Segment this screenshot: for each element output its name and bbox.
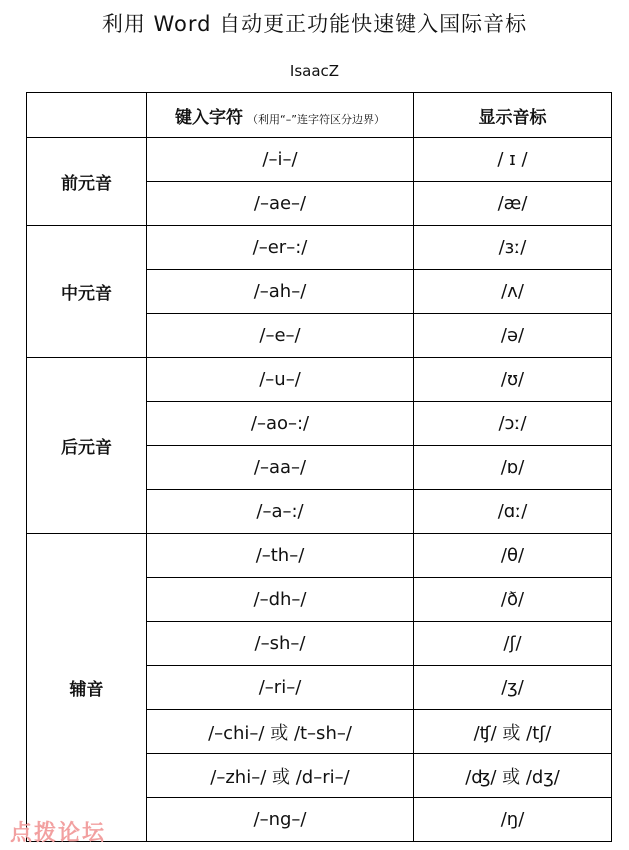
- ipa-symbol-cell: /ʒ/: [414, 666, 612, 710]
- ipa-symbol-cell: /ð/: [414, 578, 612, 622]
- category-cell: [27, 138, 147, 226]
- table-row: [27, 358, 612, 402]
- input-sequence-cell: /–ah–/: [147, 270, 414, 314]
- input-sequence-cell: /–ae–/: [147, 182, 414, 226]
- ipa-symbol-cell: /ɑː/: [414, 490, 612, 534]
- input-sequence-cell: /–a–:/: [147, 490, 414, 534]
- ipa-symbol-cell: /ɒ/: [414, 446, 612, 490]
- category-label: 辅音: [69, 680, 104, 700]
- ipa-symbol-cell: /æ/: [414, 182, 612, 226]
- ipa-table: [26, 92, 612, 842]
- header-input-note: （利用“–”连字符区分边界）: [247, 112, 385, 126]
- table-row: [27, 226, 612, 270]
- input-sequence-cell: /–dh–/: [147, 578, 414, 622]
- input-sequence-cell: /–ri–/: [147, 666, 414, 710]
- ipa-symbol-cell: /ʤ/ 或 /dʒ/: [414, 754, 612, 798]
- document-author: IsaacZ: [289, 62, 340, 80]
- category-label: 中元音: [61, 284, 112, 304]
- header-display-cell: [414, 93, 612, 138]
- table-body: [27, 138, 612, 842]
- category-label: 后元音: [61, 438, 112, 458]
- input-sequence-cell: /–e–/: [147, 314, 414, 358]
- ipa-symbol-cell: /ʧ/ 或 /tʃ/: [414, 710, 612, 754]
- input-sequence-cell: /–chi–/ 或 /t–sh–/: [147, 710, 414, 754]
- table-row: [27, 138, 612, 182]
- ipa-symbol-cell: /ɜː/: [414, 226, 612, 270]
- category-cell: [27, 534, 147, 842]
- document-title: 利用 Word 自动更正功能快速键入国际音标: [101, 12, 528, 36]
- input-sequence-cell: /–i–/: [147, 138, 414, 182]
- table-header-row: [27, 93, 612, 138]
- forum-watermark: 点拨论坛: [10, 821, 107, 846]
- ipa-symbol-cell: /ʊ/: [414, 358, 612, 402]
- ipa-symbol-cell: /ɔː/: [414, 402, 612, 446]
- category-cell: [27, 226, 147, 358]
- input-sequence-cell: /–zhi–/ 或 /d–ri–/: [147, 754, 414, 798]
- ipa-symbol-cell: /ʌ/: [414, 270, 612, 314]
- input-sequence-cell: /–u–/: [147, 358, 414, 402]
- input-sequence-cell: /–th–/: [147, 534, 414, 578]
- header-input-label: 键入字符: [175, 107, 244, 128]
- ipa-symbol-cell: /ʃ/: [414, 622, 612, 666]
- category-label: 前元音: [61, 174, 112, 194]
- ipa-symbol-cell: /ə/: [414, 314, 612, 358]
- input-sequence-cell: /–ng–/: [147, 798, 414, 842]
- ipa-symbol-cell: / ɪ /: [414, 138, 612, 182]
- input-sequence-cell: /–aa–/: [147, 446, 414, 490]
- ipa-symbol-cell: /θ/: [414, 534, 612, 578]
- header-blank-cell: [27, 93, 147, 138]
- category-cell: [27, 358, 147, 534]
- header-input-cell: [147, 93, 414, 138]
- ipa-symbol-cell: /ŋ/: [414, 798, 612, 842]
- header-display-label: 显示音标: [478, 107, 547, 128]
- input-sequence-cell: /–ao–:/: [147, 402, 414, 446]
- table-row: [27, 534, 612, 578]
- input-sequence-cell: /–sh–/: [147, 622, 414, 666]
- input-sequence-cell: /–er–:/: [147, 226, 414, 270]
